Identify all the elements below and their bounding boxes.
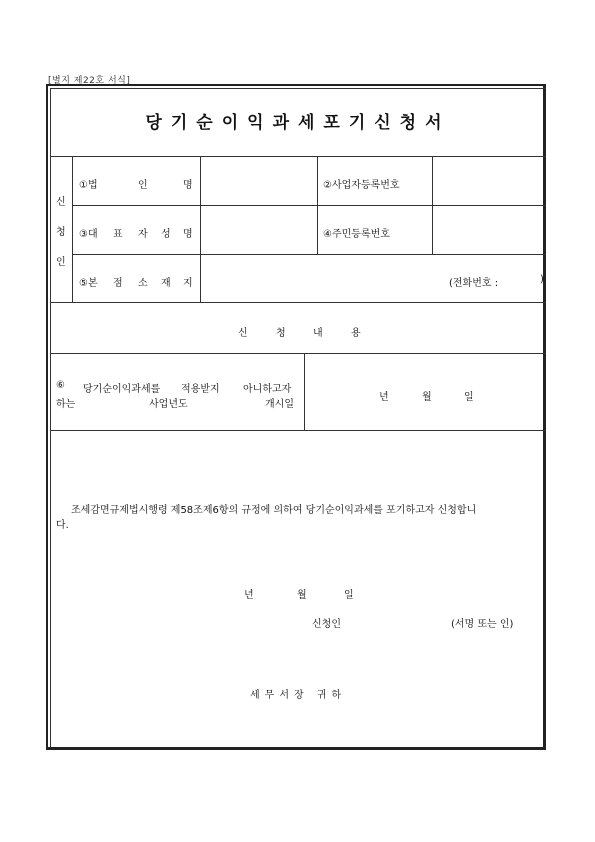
rep-name-label-3: 자 [138,229,148,240]
sign-date-day: 일 [344,590,354,601]
side-label-char-3: 인 [56,257,66,268]
signature-or-seal-note: (서명 또는 인) [451,619,514,630]
rule-item6-split [304,353,305,430]
rule-row2 [72,254,546,255]
statement-line-1: 조세감면규제법시행령 제58조제6항의 규정에 의하여 당기순이익과세를 포기하고자 신청합니 [71,505,477,516]
sign-date-month: 월 [297,590,307,601]
biz-reg-number-label: ②사업자등록번호 [323,180,400,191]
rule-side-label [72,156,73,302]
statement-line-2: 다. [56,520,69,531]
side-label-char-2: 청 [56,227,66,238]
item6-line1-b: 당기순이익과세를 [83,384,161,395]
form-inner-border [50,88,546,748]
phone-label: (전화번호 : [449,278,499,289]
item6-date-year: 년 [379,392,389,403]
rule-mid-col [317,156,318,254]
head-office-label-2: 점 [113,278,123,289]
item6-line1-a: ⑥ [56,380,65,391]
item6-line1-d: 아니하고자 [243,384,292,395]
rep-name-label-2: 표 [113,229,123,240]
sign-date-year: 년 [244,590,254,601]
section-header-char-2: 청 [276,328,286,339]
section-header-char-3: 내 [313,328,323,339]
resident-reg-number-label: ④주민등록번호 [323,229,390,240]
head-office-label-5: 지 [183,278,193,289]
rule-item6-bottom [50,430,546,431]
item6-line1-c: 적용받지 [181,384,220,395]
item6-date-day: 일 [464,392,474,403]
head-office-label-1: ⑤본 [79,278,98,289]
section-header-char-4: 용 [351,328,361,339]
addressee-tax-office: 세무서장 귀하 [250,690,347,701]
rep-name-label-5: 명 [183,229,193,240]
corp-name-label-1: ①법 [79,180,98,191]
rule-row1 [72,205,546,206]
rule-label2-col [432,156,433,254]
applicant-sign-label: 신청인 [312,619,341,630]
form-number-label: [별지 제22호 서식] [48,76,131,86]
head-office-label-4: 재 [161,278,171,289]
form-title: 당기순이익과세포기신청서 [145,113,451,133]
side-label-char-1: 신 [56,197,66,208]
item6-line2-c: 개시일 [265,399,294,410]
phone-close-paren: ) [540,274,544,285]
corp-name-label-3: 명 [183,180,193,191]
rep-name-label-4: 성 [161,229,171,240]
rule-applicant-bottom [50,302,546,303]
head-office-label-3: 소 [138,278,148,289]
item6-line2-a: 하는 [56,399,76,410]
rep-name-label-1: ③대 [79,229,98,240]
rule-section-header [50,353,546,354]
rule-below-title [50,156,546,157]
item6-line2-b: 사업년도 [149,399,188,410]
corp-name-label-2: 인 [138,180,148,191]
rule-label-col [200,156,201,302]
section-header-char-1: 신 [238,328,248,339]
item6-date-month: 월 [422,392,432,403]
